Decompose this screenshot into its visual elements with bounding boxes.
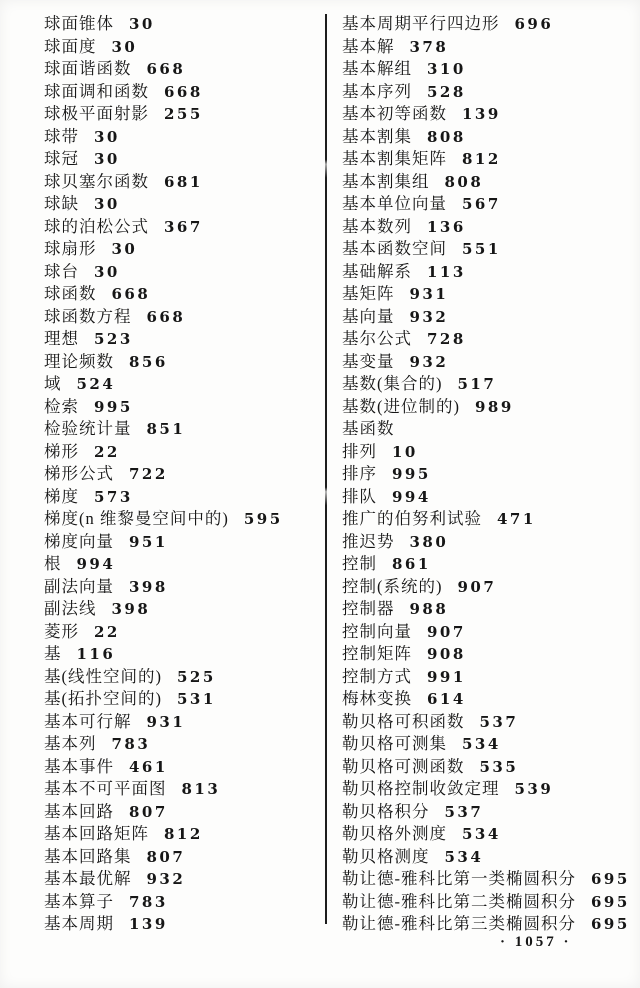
entry-term: 梯形	[44, 441, 79, 461]
entry-term: 基本不可平面图	[44, 779, 167, 798]
entry-term: 基本数列	[342, 216, 412, 236]
entry-page: 807	[146, 847, 186, 866]
entry-page: 695	[591, 870, 630, 888]
entry-term: 梯度	[44, 486, 79, 506]
entry-term: 基本最优解	[44, 869, 132, 888]
entry-term: 控制方式	[342, 666, 412, 686]
index-entry	[342, 441, 634, 464]
index-entry	[44, 81, 316, 104]
index-entry	[342, 373, 634, 396]
entry-term: 梅林变换	[342, 689, 412, 708]
column-divider	[325, 14, 327, 924]
index-entry	[342, 598, 634, 621]
entry-page: 932	[146, 870, 186, 888]
index-entry	[44, 666, 316, 689]
entry-term: 副法线	[44, 599, 97, 618]
entry-term: 控制	[342, 554, 377, 573]
entry-term: 球面调和函数	[44, 81, 149, 101]
entry-page: 30	[94, 262, 120, 281]
index-entry	[44, 193, 316, 216]
entry-term: 基本事件	[44, 756, 114, 776]
index-entry	[44, 576, 316, 599]
entry-term: 基本周期平行四边形	[342, 14, 500, 33]
entry-page: 30	[129, 15, 155, 33]
entry-term: 球贝塞尔函数	[44, 171, 149, 191]
entry-term: 基	[44, 644, 62, 663]
index-entry	[44, 598, 316, 621]
index-entry	[342, 216, 634, 239]
entry-page: 908	[427, 645, 466, 663]
index-entry	[44, 171, 316, 194]
entry-term: 基矩阵	[342, 284, 395, 303]
entry-page: 22	[94, 442, 120, 461]
entry-page: 30	[111, 240, 138, 258]
entry-page: 808	[444, 172, 484, 191]
index-entry	[44, 396, 316, 419]
entry-term: 排队	[342, 486, 377, 506]
entry-page: 398	[111, 600, 151, 618]
index-entry	[342, 238, 634, 261]
index-entry	[44, 868, 316, 891]
index-entry	[44, 846, 316, 869]
index-entry	[342, 643, 634, 666]
entry-term: 控制向量	[342, 621, 412, 641]
index-entry	[342, 126, 634, 149]
index-entry	[342, 868, 634, 891]
index-entry	[44, 103, 316, 126]
index-entry	[342, 688, 634, 711]
index-entry	[44, 283, 316, 306]
entry-page: 668	[146, 307, 186, 326]
index-entry	[342, 463, 634, 486]
index-entry	[44, 801, 316, 824]
index-entry	[44, 711, 316, 734]
entry-term: 基数(集合的)	[342, 374, 443, 393]
entry-term: 排列	[342, 441, 377, 461]
entry-term: 基向量	[342, 306, 395, 326]
entry-term: 基本割集组	[342, 171, 430, 191]
index-entry	[44, 531, 316, 554]
entry-page: 539	[514, 780, 554, 798]
entry-page: 931	[409, 285, 449, 303]
entry-term: 理论频数	[44, 351, 114, 371]
index-entry	[44, 913, 316, 936]
index-entry	[342, 846, 634, 869]
entry-term: 基本序列	[342, 81, 412, 101]
index-entry	[342, 531, 634, 554]
entry-term: 梯度向量	[44, 531, 114, 551]
index-entry	[44, 441, 316, 464]
index-entry	[342, 81, 634, 104]
index-entry	[342, 913, 634, 936]
entry-page: 696	[514, 15, 554, 33]
entry-term: 基本单位向量	[342, 194, 447, 213]
index-entry	[342, 778, 634, 801]
entry-term: 勒贝格可测集	[342, 734, 447, 753]
entry-page: 808	[427, 127, 466, 146]
entry-page: 139	[462, 105, 501, 123]
entry-page: 567	[462, 195, 501, 213]
index-entry	[342, 666, 634, 689]
index-entry	[44, 13, 316, 36]
index-entry	[44, 891, 316, 914]
entry-term: 球缺	[44, 194, 79, 213]
entry-page: 614	[427, 690, 466, 708]
index-entry	[342, 733, 634, 756]
entry-term: 球的泊松公式	[44, 216, 149, 236]
entry-page: 525	[177, 667, 216, 686]
index-entry	[342, 801, 634, 824]
entry-term: 基本函数空间	[342, 239, 447, 258]
entry-page: 668	[146, 60, 186, 78]
entry-page: 528	[427, 82, 466, 101]
index-entry	[342, 36, 634, 59]
entry-term: 基本回路集	[44, 846, 132, 866]
entry-page: 30	[94, 150, 120, 168]
entry-page: 812	[462, 150, 501, 168]
entry-page: 255	[164, 105, 203, 123]
index-entry	[44, 418, 316, 441]
index-entry	[44, 261, 316, 284]
entry-page: 534	[444, 847, 484, 866]
entry-page: 807	[129, 802, 168, 821]
entry-term: 基本割集	[342, 126, 412, 146]
entry-term: 球函数方程	[44, 306, 132, 326]
entry-term: 勒贝格外测度	[342, 824, 447, 843]
index-entry	[342, 13, 634, 36]
entry-page: 813	[181, 780, 221, 798]
index-entry	[342, 508, 634, 531]
entry-page: 932	[409, 307, 449, 326]
entry-term: 控制器	[342, 599, 395, 618]
index-entry	[342, 486, 634, 509]
index-entry	[342, 261, 634, 284]
entry-page: 139	[129, 915, 168, 933]
entry-page: 988	[409, 600, 449, 618]
index-entry	[44, 351, 316, 374]
entry-page: 471	[497, 510, 536, 528]
right-column	[342, 13, 634, 936]
entry-term: 控制矩阵	[342, 644, 412, 663]
index-entry	[44, 238, 316, 261]
index-entry	[44, 756, 316, 779]
entry-term: 梯度(n 维黎曼空间中的)	[44, 509, 229, 528]
entry-page: 722	[129, 465, 168, 483]
entry-page: 378	[409, 37, 449, 56]
index-entry	[44, 553, 316, 576]
entry-term: 球扇形	[44, 239, 97, 258]
entry-term: 基本初等函数	[342, 104, 447, 123]
entry-page: 310	[427, 60, 466, 78]
entry-page: 994	[76, 555, 116, 573]
entry-term: 检索	[44, 396, 79, 416]
page-number: · 1057 ·	[500, 934, 572, 950]
index-entry	[342, 823, 634, 846]
entry-term: 理想	[44, 329, 79, 348]
entry-term: 基本回路	[44, 801, 114, 821]
index-entry	[44, 486, 316, 509]
entry-term: 控制(系统的)	[342, 576, 443, 596]
entry-page: 517	[457, 375, 497, 393]
entry-page: 851	[146, 420, 186, 438]
entry-term: 勒贝格控制收敛定理	[342, 779, 500, 798]
index-entry	[342, 193, 634, 216]
entry-term: 球冠	[44, 149, 79, 168]
entry-page: 537	[479, 712, 519, 731]
index-entry	[342, 621, 634, 644]
entry-page: 991	[427, 667, 466, 686]
entry-page: 932	[409, 352, 449, 371]
entry-page: 461	[129, 757, 168, 776]
entry-page: 783	[129, 892, 168, 911]
entry-page: 995	[94, 397, 133, 416]
index-entry	[44, 621, 316, 644]
entry-term: 基本割集矩阵	[342, 149, 447, 168]
index-entry	[342, 891, 634, 914]
index-entry	[342, 148, 634, 171]
entry-term: 菱形	[44, 621, 79, 641]
entry-page: 523	[94, 330, 133, 348]
index-entry	[44, 328, 316, 351]
entry-page: 668	[111, 285, 151, 303]
entry-term: 球面锥体	[44, 14, 114, 33]
entry-page: 783	[111, 735, 151, 753]
entry-page: 537	[444, 802, 484, 821]
index-entry	[44, 216, 316, 239]
entry-term: 勒贝格积分	[342, 801, 430, 821]
entry-page: 116	[76, 645, 116, 663]
index-entry	[44, 823, 316, 846]
entry-term: 勒让德-雅科比第二类椭圆积分	[342, 891, 576, 911]
entry-page: 534	[462, 735, 501, 753]
entry-term: 梯形公式	[44, 464, 114, 483]
index-entry	[342, 553, 634, 576]
index-entry	[342, 306, 634, 329]
entry-page: 994	[392, 487, 431, 506]
entry-page: 595	[243, 510, 283, 528]
entry-page: 113	[427, 262, 466, 281]
entry-page: 907	[457, 577, 497, 596]
entry-page: 681	[164, 172, 203, 191]
entry-page: 728	[427, 330, 466, 348]
entry-term: 勒让德-雅科比第三类椭圆积分	[342, 914, 576, 933]
index-entry	[44, 688, 316, 711]
entry-page: 30	[94, 195, 120, 213]
entry-page: 534	[462, 825, 501, 843]
left-column	[44, 13, 316, 936]
entry-page: 524	[76, 375, 116, 393]
entry-term: 推迟势	[342, 531, 395, 551]
entry-term: 基函数	[342, 419, 395, 438]
entry-term: 基础解系	[342, 261, 412, 281]
index-entry	[342, 171, 634, 194]
index-entry	[342, 103, 634, 126]
entry-page: 856	[129, 352, 168, 371]
entry-term: 基(拓扑空间的)	[44, 689, 162, 708]
index-entry	[44, 508, 316, 531]
entry-page: 989	[475, 397, 514, 416]
index-entry	[44, 778, 316, 801]
entry-term: 副法向量	[44, 576, 114, 596]
index-entry	[342, 351, 634, 374]
entry-term: 基变量	[342, 351, 395, 371]
entry-term: 域	[44, 374, 62, 393]
index-entry	[342, 396, 634, 419]
entry-page: 573	[94, 487, 133, 506]
entry-term: 球面度	[44, 36, 97, 56]
entry-page: 398	[129, 577, 168, 596]
entry-page: 812	[164, 825, 203, 843]
index-entry	[44, 58, 316, 81]
index-entry	[342, 283, 634, 306]
entry-term: 球带	[44, 126, 79, 146]
entry-term: 勒贝格测度	[342, 846, 430, 866]
index-entry	[342, 576, 634, 599]
entry-page: 136	[427, 217, 466, 236]
entry-page: 380	[409, 532, 449, 551]
index-entry	[44, 733, 316, 756]
entry-term: 根	[44, 554, 62, 573]
entry-term: 检验统计量	[44, 419, 132, 438]
entry-term: 基本解	[342, 36, 395, 56]
index-entry	[44, 373, 316, 396]
entry-page: 30	[94, 127, 120, 146]
index-entry	[342, 711, 634, 734]
entry-page: 535	[479, 757, 519, 776]
entry-term: 基(线性空间的)	[44, 666, 162, 686]
entry-page: 931	[146, 712, 186, 731]
entry-term: 勒让德-雅科比第一类椭圆积分	[342, 869, 576, 888]
entry-page: 695	[591, 892, 630, 911]
index-entry	[44, 126, 316, 149]
entry-page: 10	[392, 442, 418, 461]
entry-term: 球极平面射影	[44, 104, 149, 123]
entry-page: 551	[462, 240, 501, 258]
entry-term: 推广的伯努利试验	[342, 509, 482, 528]
entry-page: 951	[129, 532, 168, 551]
index-entry	[342, 418, 634, 441]
entry-term: 球台	[44, 261, 79, 281]
entry-term: 球函数	[44, 284, 97, 303]
index-entry	[342, 58, 634, 81]
entry-page: 30	[111, 37, 138, 56]
entry-page: 531	[177, 690, 216, 708]
entry-term: 勒贝格可积函数	[342, 711, 465, 731]
entry-term: 排序	[342, 464, 377, 483]
entry-page: 367	[164, 217, 203, 236]
entry-page: 907	[427, 622, 466, 641]
index-entry	[44, 463, 316, 486]
entry-term: 基本周期	[44, 914, 114, 933]
entry-term: 球面谐函数	[44, 59, 132, 78]
entry-term: 基本回路矩阵	[44, 824, 149, 843]
entry-page: 668	[164, 82, 203, 101]
index-entry	[44, 36, 316, 59]
entry-term: 基本解组	[342, 59, 412, 78]
entry-page: 861	[392, 555, 431, 573]
entry-term: 勒贝格可测函数	[342, 756, 465, 776]
index-entry	[44, 643, 316, 666]
entry-term: 基尔公式	[342, 329, 412, 348]
entry-page: 22	[94, 622, 120, 641]
entry-term: 基本可行解	[44, 711, 132, 731]
entry-term: 基本列	[44, 734, 97, 753]
entry-term: 基数(进位制的)	[342, 396, 460, 416]
index-entry	[342, 328, 634, 351]
entry-page: 995	[392, 465, 431, 483]
index-entry	[44, 306, 316, 329]
entry-page: 695	[591, 915, 630, 933]
entry-term: 基本算子	[44, 891, 114, 911]
index-entry	[342, 756, 634, 779]
index-entry	[44, 148, 316, 171]
